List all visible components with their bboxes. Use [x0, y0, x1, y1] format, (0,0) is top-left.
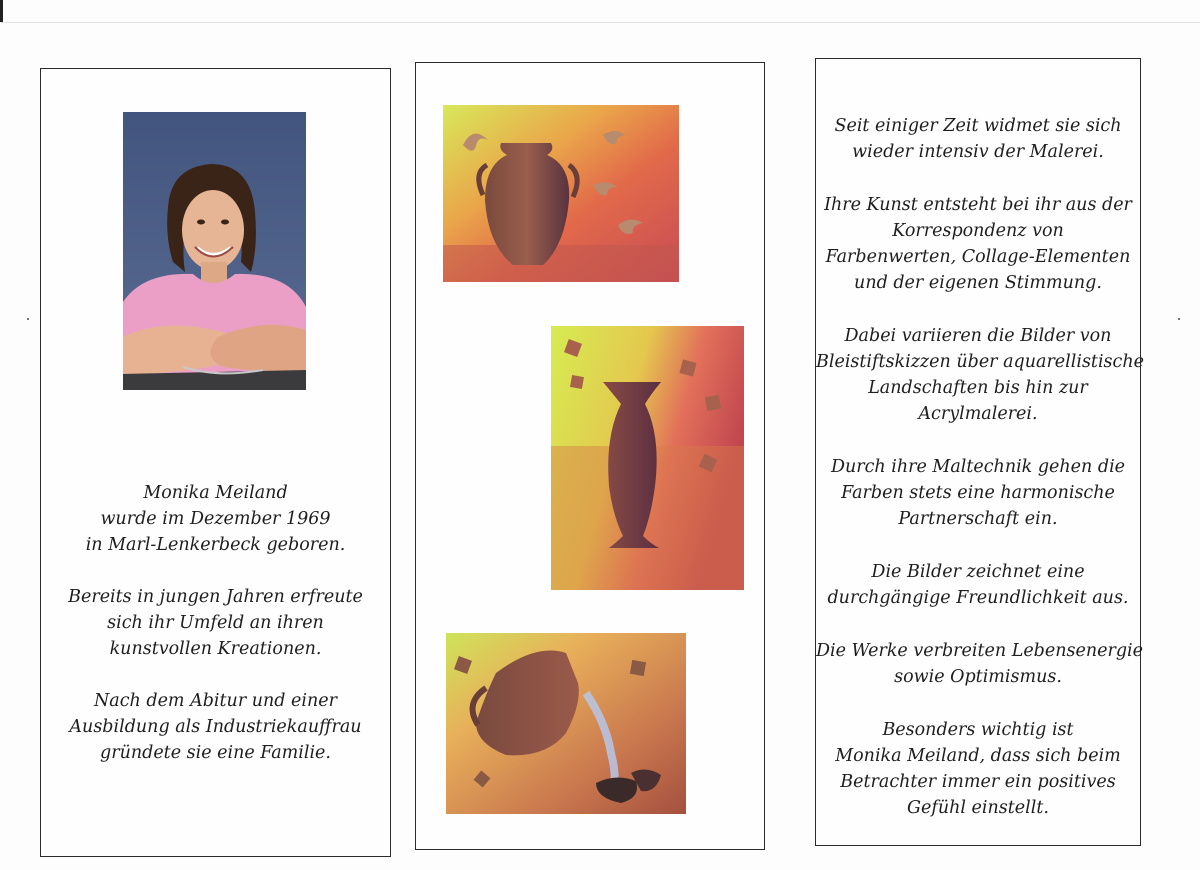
description-line: sowie Optimismus. [894, 667, 1062, 687]
scan-edge-mark [0, 0, 3, 22]
painting-pitcher-pouring [446, 633, 686, 814]
description-line: Die Bilder zeichnet eine [871, 562, 1085, 582]
description-line: Monika Meiland, dass sich beim [835, 746, 1121, 766]
bio-line: wurde im Dezember 1969 [100, 509, 331, 529]
bio-line: Ausbildung als Industriekauffrau [69, 717, 362, 737]
bio-line: Nach dem Abitur und einer [93, 691, 338, 711]
scan-speck [1178, 318, 1180, 320]
bio-line: in Marl-Lenkerbeck geboren. [85, 535, 346, 555]
description-paragraph [816, 113, 1140, 165]
description-line: Farben stets eine harmonische [841, 483, 1115, 503]
description-line: Acrylmalerei. [918, 404, 1038, 424]
description-line: Gefühl einstellt. [907, 798, 1049, 818]
bio-line: Bereits in jungen Jahren erfreute [68, 587, 363, 607]
description-paragraph [816, 192, 1140, 296]
description-line: Partnerschaft ein. [898, 509, 1058, 529]
bio-paragraph [41, 480, 390, 558]
description-line: Farbenwerten, Collage-Elementen [825, 247, 1131, 267]
artworks-panel [415, 62, 765, 850]
description-paragraph [816, 559, 1140, 611]
description-line: Dabei variieren die Bilder von [844, 326, 1112, 346]
description-line: Landschaften bis hin zur [868, 378, 1088, 398]
bio-paragraph [41, 584, 390, 662]
bio-line: Monika Meiland [143, 483, 288, 503]
scan-speck [27, 318, 29, 320]
bio-line: gründete sie eine Familie. [100, 743, 331, 763]
description-text [816, 113, 1144, 848]
biography-panel [40, 68, 391, 857]
portrait-photo [123, 112, 306, 390]
description-line: Durch ihre Maltechnik gehen die [830, 457, 1126, 477]
bio-line: kunstvollen Kreationen. [109, 639, 322, 659]
description-line: Betrachter immer ein positives [840, 772, 1116, 792]
description-line: Seit einiger Zeit widmet sie sich [834, 116, 1122, 136]
description-line: Besonders wichtig ist [882, 720, 1074, 740]
bio-line: sich ihr Umfeld an ihren [107, 613, 324, 633]
description-line: Korrespondenz von [892, 221, 1064, 241]
description-paragraph [816, 323, 1144, 427]
description-line: Die Werke verbreiten Lebensenergie [816, 641, 1143, 661]
scan-top-edge [0, 22, 1200, 23]
description-line: und der eigenen Stimmung. [854, 273, 1102, 293]
painting-amphora-vase [443, 105, 679, 282]
description-line: wieder intensiv der Malerei. [852, 142, 1104, 162]
description-line: Ihre Kunst entsteht bei ihr aus der [824, 195, 1132, 215]
description-line: durchgängige Freundlichkeit aus. [827, 588, 1129, 608]
description-line: Bleistiftskizzen über aquarellistische [816, 352, 1144, 372]
painting-tall-vase [551, 326, 744, 590]
bio-paragraph [41, 688, 390, 766]
description-paragraph [816, 638, 1143, 690]
description-panel [815, 58, 1144, 846]
biography-text [41, 480, 390, 792]
description-paragraph [816, 454, 1140, 532]
description-paragraph [816, 717, 1140, 821]
